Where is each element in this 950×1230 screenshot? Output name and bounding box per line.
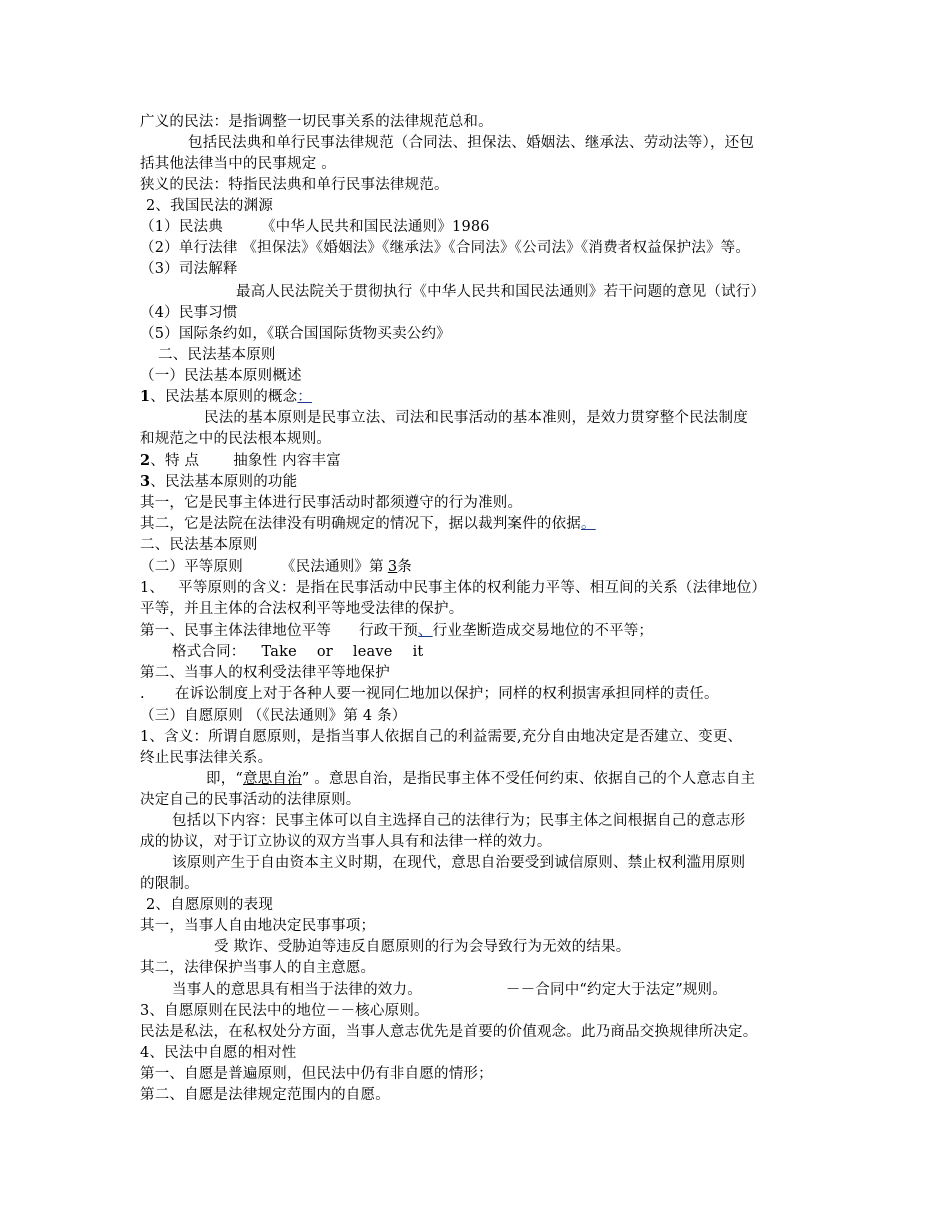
text-span: 1 <box>140 388 151 405</box>
text-span: （二）平等原则 <box>140 559 243 575</box>
text-line <box>172 642 423 662</box>
text-line <box>140 1043 296 1063</box>
text-line <box>140 958 375 978</box>
text-span: （一）民法基本原则概述 <box>140 368 302 384</box>
text-line <box>140 832 552 852</box>
text-link[interactable]: ： <box>297 389 312 405</box>
text-span: 1、含义：所谓自愿原则，是指当事人依据自己的利益需要,充分自由地决定是否建立、变更、 <box>140 729 743 745</box>
text-span: 、民法基本原则的概念 <box>150 389 298 405</box>
text-span: 第一、自愿是普遍原则，但民法中仍有非自愿的情形； <box>140 1066 493 1082</box>
text-span: 该原则产生于自由资本主义时期，在现代，意思自治要受到诚信原则、禁止权利滥用原则 <box>172 855 746 871</box>
text-line <box>140 621 653 641</box>
text-line <box>146 895 273 915</box>
text-line <box>140 429 331 449</box>
text-line <box>140 535 258 555</box>
text-line <box>140 790 361 810</box>
text-span: 广义的民法：是指调整一切民事关系的法律规范总和。 <box>140 114 493 130</box>
text-span: 和规范之中的民法根本规则。 <box>140 431 332 447</box>
text-span: 其二，法律保护当事人的自主意愿。 <box>140 960 376 976</box>
text-span: 2、自愿原则的表现 <box>146 897 274 913</box>
text-span: Take <box>261 644 297 660</box>
text-line <box>140 1085 390 1105</box>
text-span: 第二、当事人的权利受法律平等地保护 <box>140 665 390 681</box>
text-span: 其一，当事人自由地决定民事事项； <box>140 918 376 934</box>
text-span: 、民法基本原则的功能 <box>150 474 298 490</box>
text-line <box>140 324 451 344</box>
text-line <box>140 557 412 577</box>
text-span: （1）民法典 <box>140 219 223 235</box>
text-line <box>140 303 238 323</box>
text-line <box>140 175 449 195</box>
text-span: 格式合同： <box>172 644 246 660</box>
text-line <box>140 599 463 619</box>
text-span: （3）司法解释 <box>140 261 238 277</box>
text-span: 2 <box>140 452 151 469</box>
text-line <box>140 874 199 894</box>
text-line <box>140 1064 493 1084</box>
text-span: 包括民法典和单行民事法律规范（合同法、担保法、婚姻法、继承法、劳动法等），还包 <box>188 135 755 151</box>
text-span: 3 <box>387 559 398 575</box>
text-span: （5）国际条约如，《联合国国际货物买卖公约》 <box>140 326 451 342</box>
text-line <box>140 387 312 407</box>
text-line <box>140 727 742 747</box>
text-link[interactable]: 、 <box>417 623 433 639</box>
text-span: 二、民法基本原则 <box>140 537 258 553</box>
text-line <box>172 811 745 831</box>
text-span: 民法是私法，在私权处分方面，当事人意志优先是首要的价值观念。此乃商品交换规律所决定。 <box>140 1024 758 1040</box>
text-span: . <box>140 686 145 702</box>
text-line <box>140 684 719 704</box>
text-line <box>172 980 727 1000</box>
text-line <box>204 408 748 428</box>
text-line <box>140 578 766 598</box>
text-span: 行政干预 <box>359 623 418 639</box>
text-span: 成的协议，对于订立协议的双方当事人具有和法律一样的效力。 <box>140 834 552 850</box>
text-line <box>158 345 276 365</box>
text-line <box>140 663 390 683</box>
text-line <box>140 217 490 237</box>
text-span: 意思自治 <box>243 771 302 787</box>
text-span: （2）单行法律 《担保法》《婚姻法》《继承法》《合同法》《公司法》《消费者权益保护法》等。 <box>140 240 751 256</box>
text-line <box>140 1001 429 1021</box>
text-span: 3 <box>140 473 151 490</box>
text-line <box>236 282 765 302</box>
text-line <box>188 133 754 153</box>
text-span: ” 。意思自治，是指民事主体不受任何约束、依据自己的个人意志自主 <box>301 771 756 787</box>
text-span: 二、民法基本原则 <box>158 347 276 363</box>
text-span: 狭义的民法：特指民法典和单行民事法律规范。 <box>140 177 449 193</box>
text-span: 第二、自愿是法律规定范围内的自愿。 <box>140 1087 390 1103</box>
text-line <box>214 937 630 957</box>
text-line <box>172 853 745 873</box>
text-span: （4）民事习惯 <box>140 305 238 321</box>
text-span: 当事人的意思具有相当于法律的效力。 <box>172 982 422 998</box>
text-span: 民法的基本原则是民事立法、司法和民事活动的基本准则，是效力贯穿整个民法制度 <box>204 410 748 426</box>
text-span: 最高人民法院关于贯彻执行《中华人民共和国民法通则》若干问题的意见（试行） <box>236 284 766 300</box>
text-span: 即，“ <box>206 771 244 787</box>
text-line <box>140 472 297 492</box>
text-span: 4、民法中自愿的相对性 <box>140 1045 297 1061</box>
text-link[interactable]: 。 <box>581 516 596 532</box>
text-line <box>140 493 522 513</box>
text-span: 在诉讼制度上对于各种人要一视同仁地加以保护；同样的权利损害承担同样的责任。 <box>174 686 719 702</box>
text-span: 的限制。 <box>140 876 199 892</box>
text-span: or <box>316 644 333 660</box>
text-span: 、特 点 <box>150 453 200 469</box>
text-span: 行业垄断造成交易地位的不平等； <box>432 623 654 639</box>
text-line <box>140 366 302 386</box>
text-line <box>146 196 273 216</box>
text-span: 受 欺诈、受胁迫等违反自愿原则的行为会导致行为无效的结果。 <box>214 939 631 955</box>
text-line <box>140 916 375 936</box>
text-line <box>140 112 493 132</box>
text-span: 平等原则的含义：是指在民事活动中民事主体的权利能力平等、相互间的关系（法律地位） <box>178 580 767 596</box>
text-span: 括其他法律当中的民事规定 。 <box>140 156 336 172</box>
text-line <box>140 706 407 726</box>
text-line <box>140 259 238 279</box>
text-span: 《民法通则》第 <box>280 559 384 575</box>
text-span: 条 <box>397 559 412 575</box>
text-line <box>140 514 596 534</box>
text-span: 3、自愿原则在民法中的地位－－核心原则。 <box>140 1003 429 1019</box>
text-span: leave <box>352 644 393 660</box>
text-span: 《中华人民共和国民法通则》1986 <box>260 219 490 235</box>
text-span: －－合同中“约定大于法定”规则。 <box>505 982 727 998</box>
text-line <box>206 769 755 789</box>
text-span: 抽象性 内容丰富 <box>233 453 341 469</box>
text-span: 其一，它是民事主体进行民事活动时都须遵守的行为准则。 <box>140 495 523 511</box>
text-span: 1、 <box>140 580 165 596</box>
text-span: （三）自愿原则 （《民法通则》第 4 条） <box>140 708 407 724</box>
text-line <box>140 238 750 258</box>
text-span: it <box>412 644 424 660</box>
text-line <box>140 154 336 174</box>
text-span: 平等，并且主体的合法权利平等地受法律的保护。 <box>140 601 464 617</box>
text-span: 决定自己的民事活动的法律原则。 <box>140 792 361 808</box>
text-span: 终止民事法律关系。 <box>140 750 273 766</box>
text-span: 第一、民事主体法律地位平等 <box>140 623 332 639</box>
text-span: 包括以下内容：民事主体可以自主选择自己的法律行为；民事主体之间根据自己的意志形 <box>172 813 746 829</box>
text-span: 其二，它是法院在法律没有明确规定的情况下，据以裁判案件的依据 <box>140 516 581 532</box>
text-line <box>140 451 341 471</box>
text-span: 2、我国民法的渊源 <box>146 198 274 214</box>
text-line <box>140 1022 757 1042</box>
text-line <box>140 748 272 768</box>
